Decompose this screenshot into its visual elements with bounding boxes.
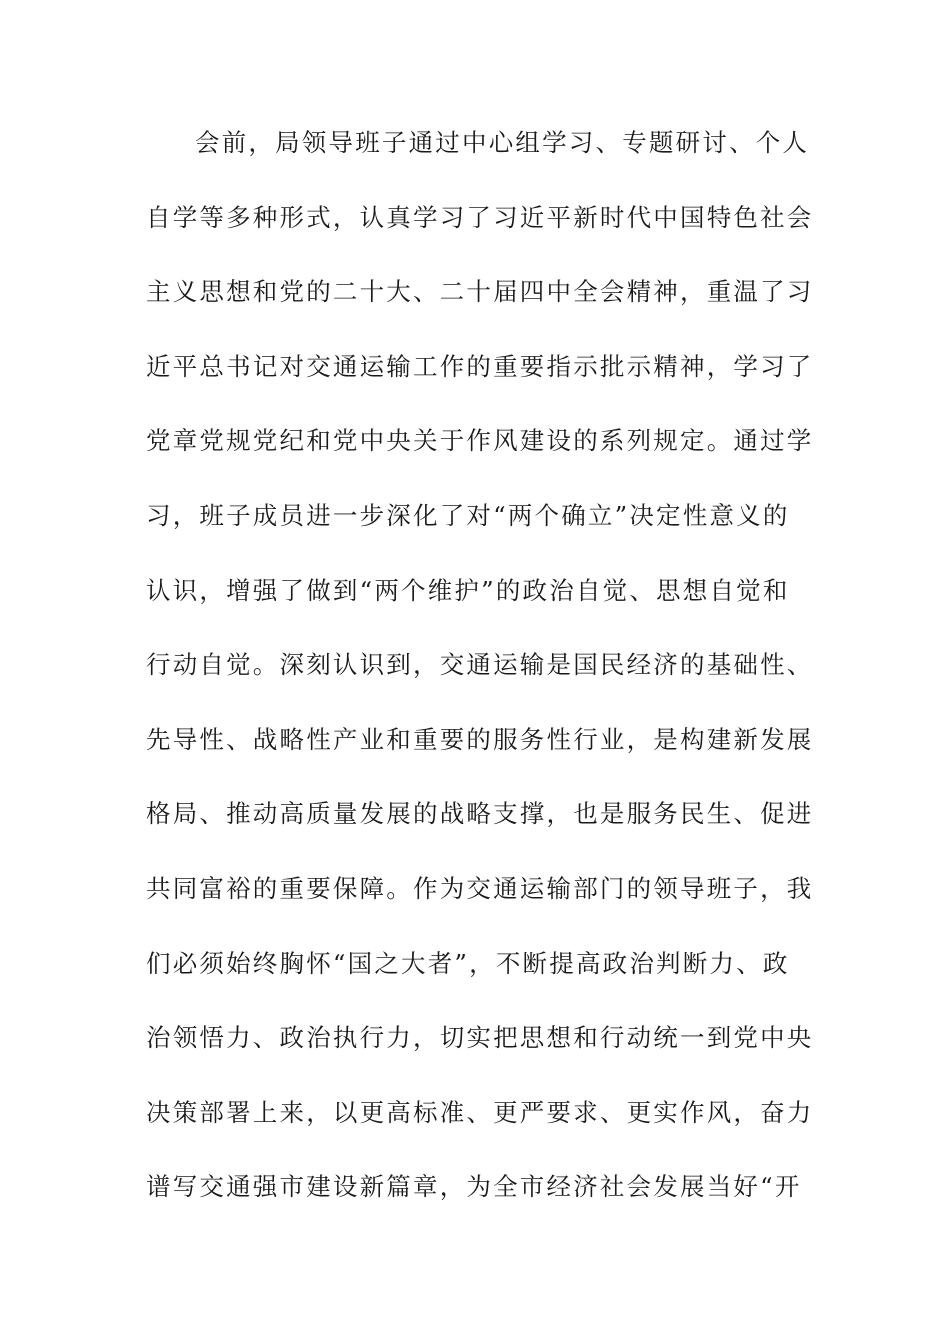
paragraph-line: 共同富裕的重要保障。作为交通运输部门的领导班子，我 — [146, 873, 814, 903]
paragraph-line: 党章党规党纪和党中央关于作风建设的系列规定。通过学 — [146, 426, 814, 456]
paragraph-line: 谱写交通强市建设新篇章，为全市经济社会发展当好“开 — [146, 1172, 802, 1202]
paragraph-line: 会前，局领导班子通过中心组学习、专题研讨、个人 — [195, 128, 810, 157]
paragraph-line: 们必须始终胸怀“国之大者”，不断提高政治判断力、政 — [146, 948, 790, 978]
paragraph-line: 认识，增强了做到“两个维护”的政治自觉、思想自觉和 — [146, 575, 790, 605]
paragraph-line: 主义思想和党的二十大、二十届四中全会精神，重温了习 — [146, 277, 814, 307]
paragraph-line: 习，班子成员进一步深化了对“两个确立”决定性意义的 — [146, 500, 790, 530]
paragraph-line: 决策部署上来，以更高标准、更严要求、更实作风，奋力 — [146, 1097, 814, 1127]
paragraph-line: 近平总书记对交通运输工作的重要指示批示精神，学习了 — [146, 351, 814, 381]
paragraph-line: 先导性、战略性产业和重要的服务性行业，是构建新发展 — [146, 724, 814, 754]
paragraph-line: 治领悟力、政治执行力，切实把思想和行动统一到党中央 — [146, 1023, 814, 1053]
body-paragraph — [146, 118, 814, 1237]
paragraph-line: 行动自觉。深刻认识到，交通运输是国民经济的基础性、 — [146, 650, 814, 680]
paragraph-line: 格局、推动高质量发展的战略支撑，也是服务民生、促进 — [146, 799, 814, 829]
paragraph-line: 自学等多种形式，认真学习了习近平新时代中国特色社会 — [146, 202, 814, 232]
